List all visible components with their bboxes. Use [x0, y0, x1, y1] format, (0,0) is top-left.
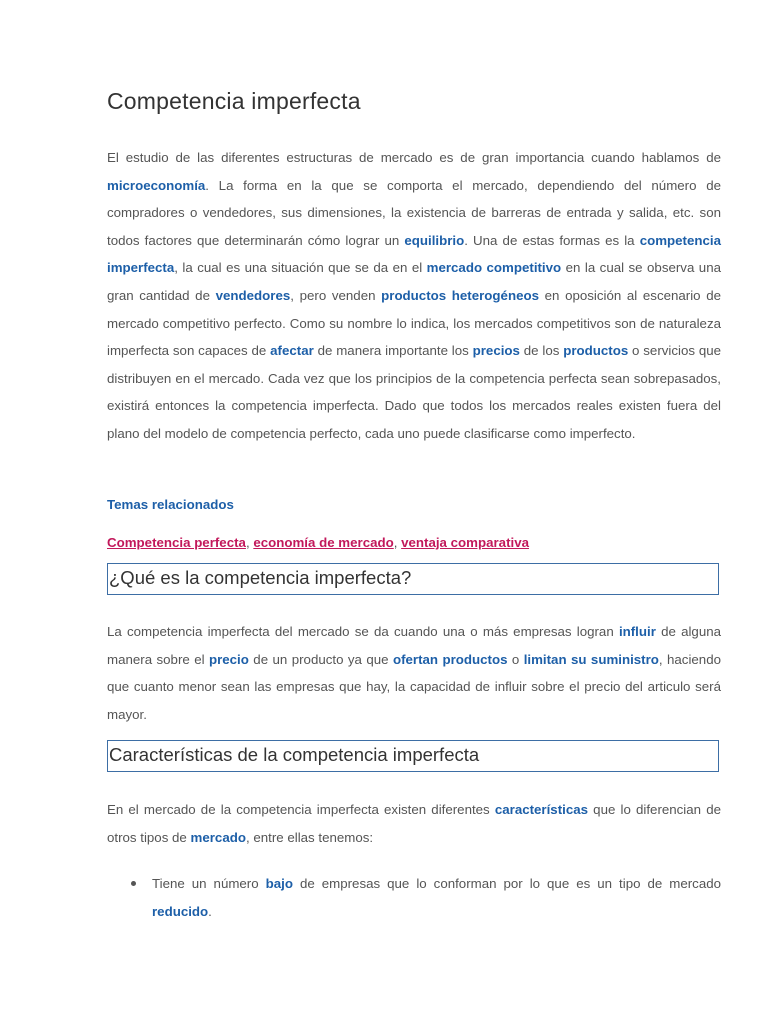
text-span: o — [507, 651, 524, 667]
keyword-link-bajo[interactable]: bajo — [265, 876, 293, 891]
list-item — [107, 870, 721, 925]
bullet-icon — [131, 881, 136, 886]
keyword-link-mercado-competitivo[interactable]: mercado competitivo — [426, 260, 562, 276]
related-topics-heading: Temas relacionados — [107, 497, 234, 512]
text-span: en oposición al escenario de mercado competitivo perfecto. Como su nombre lo indica, los mercados competitivos son de naturaleza imperfecta son capaces de — [107, 287, 721, 359]
related-topics-links — [107, 535, 529, 550]
text-span: de un producto ya que — [248, 651, 393, 667]
text-span: que lo diferencian de otros tipos de — [107, 802, 721, 845]
text-span: de empresas que lo conforman por lo que es un tipo de mercado — [292, 876, 721, 891]
keyword-link-limitan-su-suministro[interactable]: limitan su suministro — [523, 651, 659, 667]
keyword-link-mercado[interactable]: mercado — [190, 829, 246, 845]
keyword-link-equilibrio[interactable]: equilibrio — [404, 232, 465, 248]
text-span: de los — [519, 343, 564, 359]
text-span: , haciendo que cuanto menor sean las empresas que hay, la capacidad de influir sobre el precio del articulo será mayor. — [107, 651, 721, 722]
keyword-link-microeconomia[interactable]: microeconomía — [107, 177, 206, 193]
keyword-link-influir[interactable]: influir — [618, 624, 656, 639]
characteristics-paragraph — [107, 796, 721, 851]
keyword-link-competencia-imperfecta[interactable]: competencia imperfecta — [107, 232, 721, 276]
section-heading-que-es: ¿Qué es la competencia imperfecta? — [107, 563, 719, 595]
text-span: de manera importante los — [313, 343, 473, 359]
text-span: . — [208, 903, 212, 919]
text-span: , pero venden — [290, 287, 382, 303]
keyword-link-precio[interactable]: precio — [208, 651, 249, 667]
related-link-economia-de-mercado[interactable]: economía de mercado — [253, 535, 394, 550]
text-span: en la cual se observa una gran cantidad de — [107, 260, 721, 303]
page-title: Competencia imperfecta — [107, 88, 361, 114]
text-span: En el mercado de la competencia imperfecta existen diferentes — [107, 802, 495, 817]
characteristics-list — [107, 870, 721, 925]
related-link-competencia-perfecta[interactable]: Competencia perfecta — [107, 535, 246, 550]
keyword-link-afectar[interactable]: afectar — [270, 343, 314, 359]
text-span: La competencia imperfecta del mercado se da cuando una o más empresas logran — [107, 624, 619, 639]
intro-paragraph — [107, 144, 721, 448]
keyword-link-reducido[interactable]: reducido — [152, 903, 209, 919]
separator: , — [245, 535, 254, 550]
separator: , — [393, 535, 402, 550]
text-span: , la cual es una situación que se da en el — [174, 260, 427, 276]
keyword-link-caracteristicas[interactable]: características — [494, 802, 589, 817]
text-span: . La forma en la que se comporta el mercado, dependiendo del número de compradores o vendedores, sus dimensiones, la existencia de barreras de entrada y salida, etc. son todos factores que determinarán cómo lograr un — [107, 177, 721, 248]
definition-paragraph — [107, 618, 721, 728]
text-span: o servicios que distribuyen en el mercado. Cada vez que los principios de la competencia perfecta sean sobrepasados, existirá entonces la competencia imperfecta. Dado que todos los mercados reales existen fuera del plano del modelo de competencia perfecto, cada uno puede clasificarse como imperfecto. — [107, 343, 722, 441]
keyword-link-ofertan-productos[interactable]: ofertan productos — [392, 651, 508, 667]
keyword-link-vendedores[interactable]: vendedores — [215, 287, 291, 303]
text-span: de alguna manera sobre el — [107, 624, 722, 667]
text-span: El estudio de las diferentes estructuras de mercado es de gran importancia cuando hablamos de — [107, 150, 721, 165]
text-span: . Una de estas formas es la — [464, 232, 640, 248]
text-span: , entre ellas tenemos: — [245, 829, 374, 845]
related-link-ventaja-comparativa[interactable]: ventaja comparativa — [401, 535, 529, 550]
keyword-link-productos[interactable]: productos — [563, 343, 629, 359]
section-heading-caracteristicas: Características de la competencia imperfecta — [107, 740, 719, 772]
keyword-link-productos-heterogeneos[interactable]: productos heterogéneos — [381, 287, 539, 303]
text-span: Tiene un número — [152, 876, 266, 891]
keyword-link-precios[interactable]: precios — [472, 343, 520, 359]
